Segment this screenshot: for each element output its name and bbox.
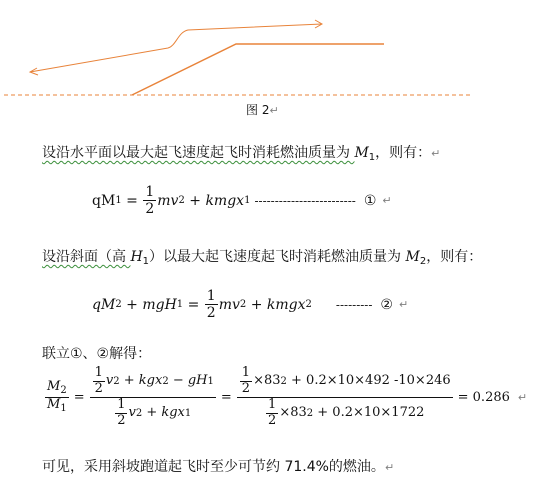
eq3-den-plus-sub: 1 <box>184 407 192 419</box>
eq1-M-sub: 1 <box>115 195 122 207</box>
eq3-half-num-c: 1 <box>241 365 251 380</box>
eq3-mid-fraction <box>90 366 216 429</box>
eq3-rhs-num <box>237 366 453 398</box>
eq3-num-minus-sub: 1 <box>207 375 214 387</box>
eq2-equals: = <box>183 296 204 313</box>
eq3-num-plus: + kgx <box>119 372 163 388</box>
eq3-half-num-a: 1 <box>94 365 103 380</box>
eq1-M: M <box>100 192 116 209</box>
eq2-dashes: --------- <box>335 297 373 312</box>
line2-M: M <box>405 249 420 265</box>
eq2-half <box>205 288 218 321</box>
eq3-num-v: v <box>105 372 114 388</box>
eq1-q: q <box>92 192 101 209</box>
eq3-mid-den-half <box>115 398 127 429</box>
eq1-equals: = <box>121 192 143 209</box>
eq1-term1-sup: 2 <box>178 195 185 207</box>
eq3-rhs-den-tail: + 0.2×10×1722 <box>313 404 425 420</box>
eq3-rhs-den-sup: 2 <box>306 407 314 419</box>
eq3-den-v-sup: 2 <box>135 407 143 419</box>
eq2-term1: mv <box>218 296 240 313</box>
eq3-rhs-den-half <box>266 398 278 429</box>
eq1-half-num: 1 <box>145 184 155 200</box>
line2-tail: ，则有： <box>426 249 483 265</box>
eq2-mgH-sub: 1 <box>176 299 184 311</box>
eq3-den-plus: + kgx <box>142 404 185 420</box>
eq3-rhs-num-tail: + 0.2×10×492 -10×246 <box>286 372 451 388</box>
eq3-half-den-b: 2 <box>117 412 126 428</box>
line2-H-sub: 1 <box>142 256 150 267</box>
eq2-half-den: 2 <box>206 305 216 322</box>
paragraph-mark: ↵ <box>517 390 528 404</box>
paragraph-2 <box>42 246 482 267</box>
line1-sub: 1 <box>368 152 376 163</box>
figure-caption-text: 图 2 <box>246 103 270 117</box>
runway-figure <box>0 0 538 100</box>
equation-2 <box>92 288 408 321</box>
paragraph-mark: ↵ <box>398 298 409 312</box>
eq3-rhs-num-half <box>240 366 252 397</box>
eq3-mid-den <box>112 398 193 429</box>
paragraph-mark: ↵ <box>382 194 392 208</box>
eq1-half-den: 2 <box>145 201 155 218</box>
eq2-plus2: + <box>246 296 267 313</box>
eq3-equals1: = <box>73 389 85 405</box>
paragraph-3 <box>42 343 151 363</box>
eq3-lhs-num <box>45 380 69 398</box>
paragraph-1 <box>42 142 440 163</box>
eq2-half-num: 1 <box>206 288 216 304</box>
eq3-M2: M <box>47 379 61 395</box>
ramp-track <box>132 44 384 95</box>
eq1-half <box>143 184 156 217</box>
eq2-circled-number: ② <box>380 296 393 313</box>
flight-path-curve <box>30 24 322 72</box>
eq3-half-num-d: 1 <box>268 396 277 412</box>
eq2-M-sub: 2 <box>115 299 122 311</box>
eq3-num-plus-sub: 2 <box>162 375 169 387</box>
eq3-rhs-den-text: ×83 <box>279 404 307 420</box>
eq2-plus1: + <box>121 296 143 313</box>
eq3-lhs-fraction <box>45 380 69 414</box>
eq3-mid-num <box>90 366 216 398</box>
paragraph-mark: ↵ <box>269 104 279 117</box>
eq3-equals2: = <box>220 389 232 405</box>
eq1-plus: + <box>184 192 206 209</box>
line2-text1: 设沿斜面（高 <box>42 249 131 265</box>
eq1-term2-sub: 1 <box>244 195 251 207</box>
line4-text: 可见，采用斜坡跑道起飞时至少可节约 71.4%的燃油。 <box>42 459 385 475</box>
line1-text: 设沿水平面以最大起飞速度起飞时消耗燃油质量为 <box>42 145 355 161</box>
eq3-M1-sub: 1 <box>60 402 67 414</box>
equation-3 <box>44 366 527 429</box>
eq2-term2-sub: 2 <box>305 299 312 311</box>
eq3-den-v: v <box>128 404 136 420</box>
eq3-mid-num-half <box>93 366 105 397</box>
line1-tail: ，则有： <box>375 145 432 161</box>
eq1-dashes: ------------------------- <box>254 193 356 208</box>
eq3-half-den-a: 2 <box>94 380 103 396</box>
eq3-rhs-num-sup: 2 <box>280 375 287 387</box>
eq3-half-num-b: 1 <box>117 396 126 412</box>
eq2-q: q <box>92 296 101 313</box>
paragraph-mark: ↵ <box>431 147 441 160</box>
eq3-half-den-c: 2 <box>241 380 251 396</box>
eq3-M1: M <box>47 396 61 412</box>
line2-M-sub: 2 <box>419 256 427 267</box>
eq3-M2-sub: 2 <box>60 385 67 397</box>
equation-1 <box>92 184 392 217</box>
line1-var: M <box>354 145 369 161</box>
eq3-num-v-sup: 2 <box>113 375 120 387</box>
paragraph-mark: ↵ <box>384 461 395 474</box>
paragraph-4 <box>42 456 394 476</box>
eq1-circled-number: ① <box>363 192 377 209</box>
eq1-term2: kmgx <box>205 192 245 209</box>
eq2-mgH: mgH <box>142 296 177 313</box>
eq3-rhs-den <box>263 398 426 429</box>
eq1-term1: mv <box>157 192 179 209</box>
eq2-term2: kmgx <box>266 296 306 313</box>
eq3-result: = 0.286 <box>457 389 510 405</box>
eq2-M: M <box>100 296 116 313</box>
line2-text2: ）以最大起飞速度起飞时消耗燃油质量为 <box>149 249 406 265</box>
eq3-half-den-d: 2 <box>268 412 277 428</box>
line2-H: H <box>130 249 143 265</box>
figure-caption <box>246 101 279 118</box>
eq2-term1-sup: 2 <box>239 299 247 311</box>
eq3-num-minus: − gH <box>168 372 208 388</box>
line3-text: 联立①、②解得： <box>42 346 152 362</box>
eq3-lhs-den <box>45 398 69 415</box>
eq3-rhs-fraction <box>237 366 453 429</box>
eq3-rhs-num-text: ×83 <box>253 372 281 388</box>
